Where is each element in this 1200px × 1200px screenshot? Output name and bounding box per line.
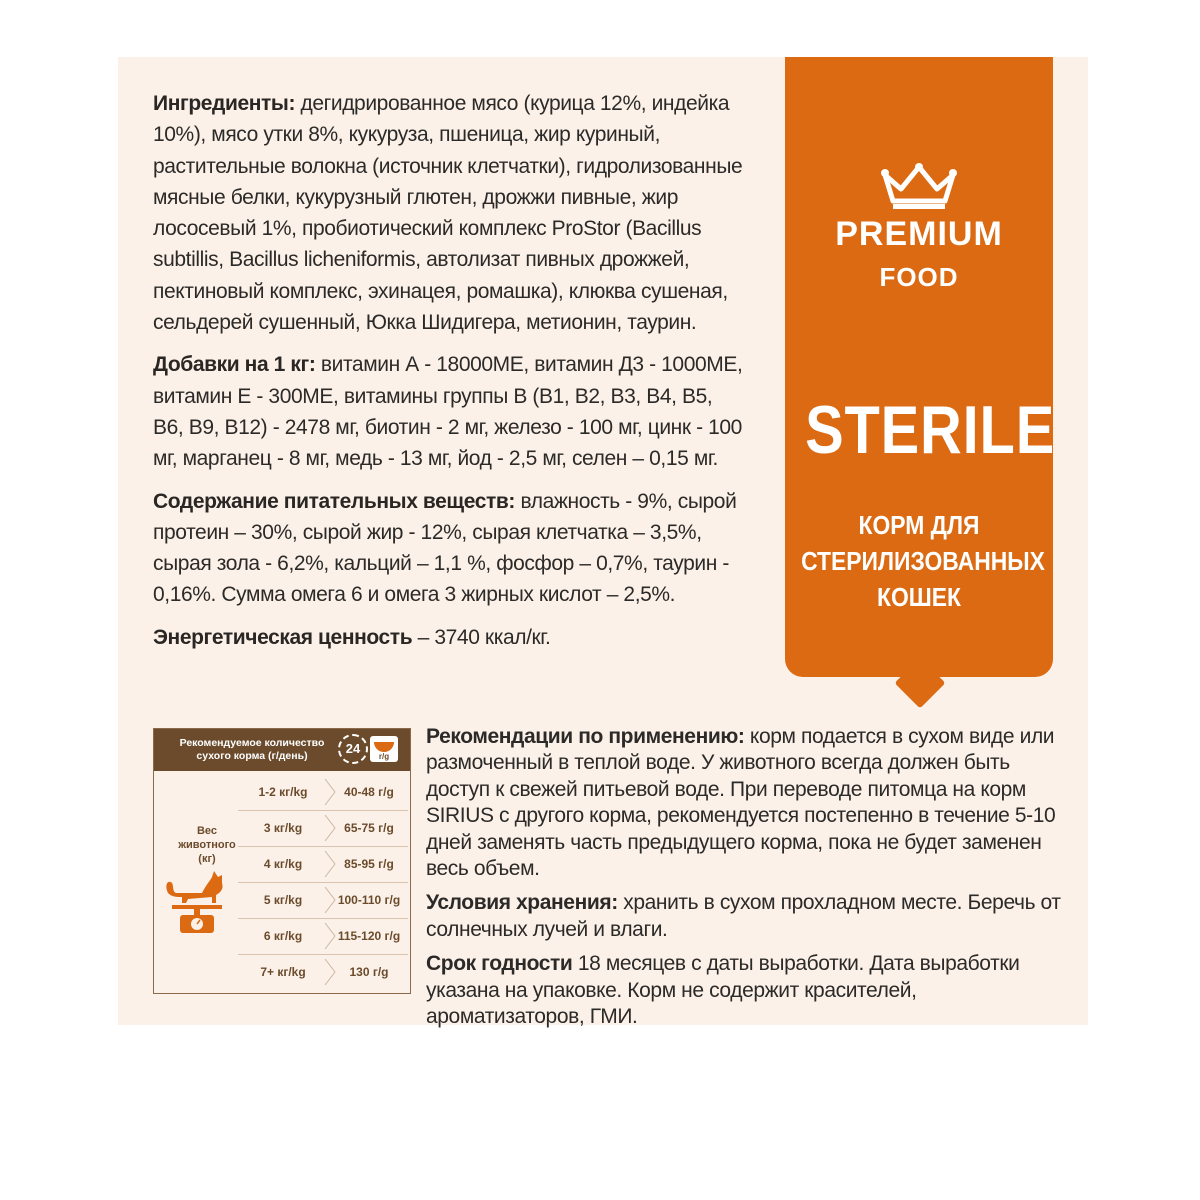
additives-label: Добавки на 1 кг: bbox=[153, 353, 316, 377]
feeding-table-header bbox=[154, 729, 410, 771]
feeding-rows bbox=[238, 775, 408, 990]
nutrients-label: Содержание питательных веществ: bbox=[153, 489, 516, 513]
feeding-title-line: сухого корма (г/день) bbox=[196, 750, 308, 762]
crown-icon bbox=[881, 163, 957, 209]
nutrients-paragraph bbox=[153, 486, 743, 611]
additives-paragraph bbox=[153, 349, 743, 474]
weight-cell: 3 кг/kg bbox=[263, 821, 303, 835]
amount-cell: 100-110 г/g bbox=[337, 893, 401, 907]
food-bowl-icon bbox=[370, 736, 398, 762]
brand-banner bbox=[785, 57, 1056, 677]
amount-cell: 40-48 г/g bbox=[344, 785, 394, 799]
feeding-title-line: Рекомендуемое количество bbox=[179, 737, 325, 749]
feeding-table bbox=[153, 728, 411, 994]
subtitle-line: КОШЕК bbox=[877, 582, 961, 612]
usage-text: корм подается в сухом виде или размоченный в теплой воде. У животного всегда должен быть доступ к свежей питьевой воде. При переводе питомца на корм SIRIUS с другого корма, рекомендуется постепенно в течение 5-10 дней заменять часть предыдущего корма, пока не будет заменен весь объем. bbox=[426, 725, 1056, 881]
daily-badge bbox=[338, 734, 398, 764]
premium-text: PREMIUM bbox=[835, 215, 1003, 253]
nutrients-text: влажность - 9%, сырой протеин – 30%, сырой жир - 12%, сырая клетчатка – 3,5%, сырая зола - 6,2%, кальций – 1,1 %, фосфор – 0,7%, таурин - 0,16%. Сумма омега 6 и омега 3 жирных кислот – 2,5%. bbox=[153, 489, 737, 607]
weight-label-line: животного bbox=[178, 839, 236, 851]
amount-cell: 115-120 г/g bbox=[337, 929, 401, 943]
shelf-life-label: Срок годности bbox=[426, 952, 573, 976]
storage-label: Условия хранения: bbox=[426, 891, 618, 915]
energy-paragraph bbox=[153, 622, 743, 653]
subtitle-line: КОРМ ДЛЯ bbox=[858, 510, 980, 540]
storage-text: хранить в сухом прохладном месте. Беречь от солнечных лучей и влаги. bbox=[426, 891, 1061, 941]
badge-unit: r/g bbox=[378, 752, 390, 761]
table-row bbox=[238, 883, 408, 919]
food-text: FOOD bbox=[879, 262, 959, 292]
table-row bbox=[238, 919, 408, 955]
usage-paragraph bbox=[426, 724, 1066, 882]
composition-block bbox=[153, 88, 743, 664]
weight-cell: 7+ кг/kg bbox=[260, 965, 306, 979]
energy-label: Энергетическая ценность bbox=[153, 625, 413, 649]
weight-label bbox=[174, 824, 240, 866]
shelf-life-paragraph bbox=[426, 951, 1066, 1030]
table-row bbox=[238, 955, 408, 990]
storage-paragraph bbox=[426, 890, 1066, 943]
ingredients-text: дегидрированное мясо (курица 12%, индейка 10%), мясо утки 8%, кукуруза, пшеница, жир куриный, растительные волокна (источник клетчатки), гидролизованные мясные белки, кукурузный глютен, дрожжи пивные, жир лососевый 1%, пробиотический комплекс ProStor (Bacillus subtillis, Bacillus licheniformis, автолизат пивных дрожжей, пектиновый комплекс, эхинацея, ромашка), клюква сушеная, сельдерей сушенный, Юкка Шидигера, метионин, таурин. bbox=[153, 92, 743, 335]
subtitle-line: СТЕРИЛИЗОВАННЫХ bbox=[801, 546, 1045, 576]
energy-text: – 3740 ккал/кг. bbox=[412, 625, 551, 649]
product-subtitle bbox=[801, 507, 1045, 615]
usage-label: Рекомендации по применению: bbox=[426, 725, 745, 748]
table-row bbox=[238, 847, 408, 883]
feeding-table-title bbox=[164, 737, 340, 763]
shelf-life-text: 18 месяцев с даты выработки. Дата выработки указана на упаковке. Корм не содержит красителей, ароматизаторов, ГМИ. bbox=[426, 952, 1020, 1029]
amount-cell: 65-75 г/g bbox=[344, 821, 394, 835]
weight-cell: 1-2 кг/kg bbox=[258, 785, 308, 799]
ingredients-paragraph bbox=[153, 88, 743, 338]
weight-label-line: (кг) bbox=[198, 853, 216, 865]
weight-cell: 6 кг/kg bbox=[263, 929, 303, 943]
weight-cell: 4 кг/kg bbox=[263, 857, 303, 871]
additives-text: витамин А - 18000МЕ, витамин Д3 - 1000МЕ, витамин Е - 300МЕ, витамины группы В (В1, В2, В3, В4, В5, В6, В9, В12) - 2478 мг, биотин - 2 мг, железо - 100 мг, цинк - 100 мг, марганец - 8 мг, медь - 13 мг, йод - 2,5 мг, селен – 0,15 мг. bbox=[153, 353, 743, 471]
usage-block bbox=[426, 724, 1066, 1038]
clock-24-icon: 24 bbox=[338, 734, 368, 764]
cat-on-scale-icon bbox=[162, 863, 232, 935]
amount-cell: 85-95 г/g bbox=[344, 857, 394, 871]
weight-cell: 5 кг/kg bbox=[263, 893, 303, 907]
product-name: STERILE bbox=[805, 392, 1056, 468]
amount-cell: 130 г/g bbox=[349, 965, 389, 979]
weight-label-line: Вес bbox=[196, 825, 218, 837]
table-row bbox=[238, 775, 408, 811]
table-row bbox=[238, 811, 408, 847]
ingredients-label: Ингредиенты: bbox=[153, 92, 296, 115]
